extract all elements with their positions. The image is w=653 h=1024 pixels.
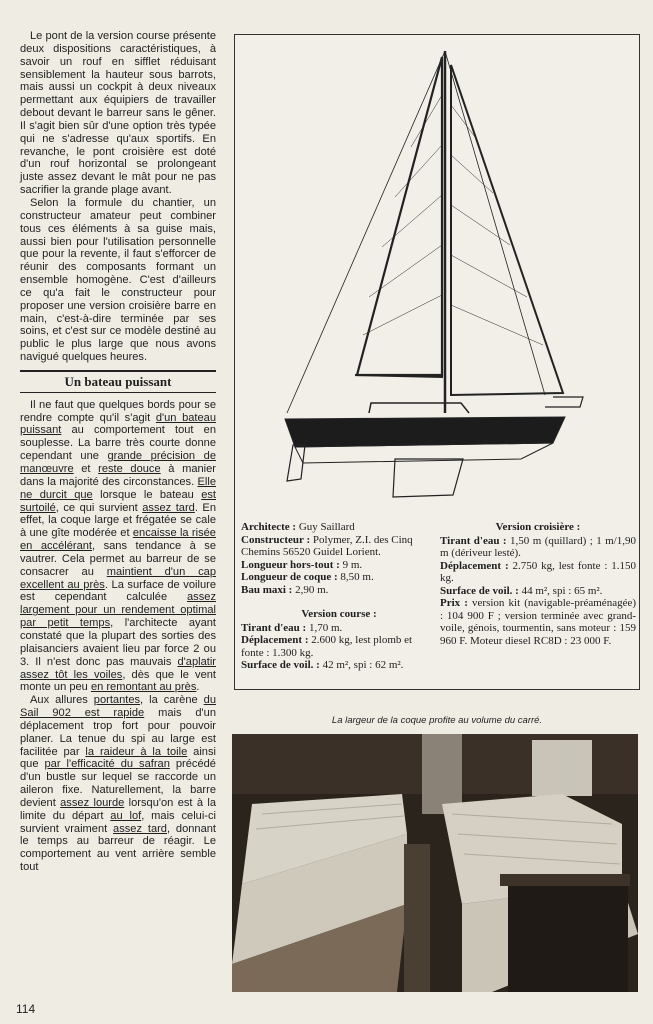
spec-cruising-sail-area-label: Surface de voil. : bbox=[440, 584, 519, 597]
spec-course-draft-label: Tirant d'eau : bbox=[241, 621, 307, 634]
section-heading: Un bateau puissant bbox=[20, 370, 216, 393]
spec-cruising bbox=[440, 521, 636, 647]
spec-hull-length-label: Longueur de coque : bbox=[241, 571, 338, 583]
spec-cruising-displacement-label: Déplacement : bbox=[440, 559, 509, 572]
spec-architect-value: Guy Saillard bbox=[296, 521, 355, 533]
spec-beam-value: 2,90 m. bbox=[292, 583, 329, 596]
spec-course-sail-area-label: Surface de voil. : bbox=[241, 659, 320, 671]
spec-hull-length-value: 8,50 m. bbox=[337, 571, 374, 583]
article-column bbox=[20, 30, 216, 874]
spec-builder-label: Constructeur : bbox=[241, 533, 311, 546]
paragraph-handling: Il ne faut que quelques bords pour se rendre compte qu'il s'agit d'un bateau puissant au comportement tout en souplesse. La barre très courte donne cependant une grande précision de manœuvre et reste douce à manier dans la majorité des circonstances. Elle ne durcit que lorsque le bateau est surtoilé, ce qui survient assez tard. En effet, la coque large et frégatée se cale à une gîte modérée et encaisse la risée en accélérant, sans tendance à se vautrer. Cela permet au barreur de se consacrer au maintient d'un cap excellent au près. La surface de voilure est cependant calculée assez largement pour un rendement optimal par petit temps, l'architecte ayant constaté que la plupart des sorties des plaisanciers avaient lieu par force 2 ou 3. Il n'est donc pas mauvais d'aplatir assez tôt les voiles, dès que le vent monte un peu en remontant au près. bbox=[20, 398, 216, 694]
sail-plan-drawing bbox=[235, 35, 639, 515]
interior-photo bbox=[232, 734, 638, 992]
spec-cruising-sail-area-value: 44 m², spi : 65 m². bbox=[518, 584, 603, 597]
spec-course-displacement-label: Déplacement : bbox=[241, 634, 309, 646]
spec-box bbox=[234, 34, 640, 690]
spec-price-label: Prix : bbox=[440, 597, 468, 609]
paragraph-downwind: Aux allures portantes, la carène du Sail 902 est rapide mais d'un déplacement trop fort pour pouvoir planer. La tenue du spi au large est facilitée par la raideur à la toile ainsi que par l'efficacité du safran précédé d'un bustle sur lequel se raccorde un aileron fixe. Naturellement, la barre devient assez lourde lorsqu'on est à la limite du départ au lof, mais celui-ci survient vraiment assez tard, donnant le temps au barreur de réagir. Le comportement au vent arrière semble tout bbox=[20, 694, 217, 874]
spec-cruising-draft-label: Tirant d'eau : bbox=[440, 534, 507, 547]
spec-cruising-heading: Version croisière : bbox=[495, 521, 581, 533]
spec-price-value: version kit (navigable-préaménagée) : 104 900 F ; version terminée avec grand-voile, génois, tourmentin, sans moteur : 159 960 F. Moteur diesel RC8D : 23 000 F. bbox=[440, 597, 636, 647]
spec-cruising-displacement-value: 2.750 kg, lest fonte : 1.150 kg. bbox=[440, 559, 636, 584]
spec-course-sail-area-value: 42 m², spi : 62 m². bbox=[319, 659, 404, 671]
photo-caption: La largeur de la coque profite au volume du carré. bbox=[331, 715, 543, 726]
spec-loa-value: 9 m. bbox=[339, 558, 363, 571]
spec-general bbox=[241, 521, 437, 672]
spec-builder-value: Polymer, Z.I. des Cinq Chemins 56520 Guidel Lorient. bbox=[241, 533, 413, 558]
paragraph-deck: Le pont de la version course présente deux dispositions caractéristiques, à savoir un rouf en sifflet réduisant sensiblement la hauteur sous barrots, mais aussi un cockpit à deux niveaux permettant aux équipiers de travailler debout devant le barreur sans le gêner. Il s'agit bien sûr d'une option très typée qui ne s'adresse qu'aux sportifs. En revanche, le pont croisière est doté d'un rouf horizontal se prolongeant juste assez devant le mât pour ne pas sacrifier la grande plage avant. bbox=[20, 30, 216, 197]
spec-course-displacement-value: 2.600 kg, lest plomb et fonte : 1.300 kg. bbox=[241, 634, 413, 659]
spec-architect-label: Architecte : bbox=[241, 521, 297, 533]
spec-cruising-draft-value: 1,50 m (quillard) ; 1 m/1,90 m (dériveur lesté). bbox=[440, 534, 636, 559]
paragraph-chantier: Selon la formule du chantier, un constructeur amateur peut combiner tous ces éléments à sa guise mais, aussi bien pour l'utilisation personnelle que pour la revente, il faut s'efforcer de réunir des composants formant un ensemble homogène. C'est d'ailleurs ce qu'a fait le constructeur pour proposer une version croisière barre en main, c'est-à-dire terminée par ses soins, et c'est sur ce modèle destiné au public le plus large que nous avons navigué quelques heures. bbox=[20, 196, 216, 364]
page-number: 114 bbox=[16, 1002, 36, 1016]
spec-course-heading: Version course : bbox=[301, 608, 377, 620]
spec-course-draft-value: 1,70 m. bbox=[306, 621, 343, 634]
spec-loa-label: Longueur hors-tout : bbox=[241, 558, 340, 571]
spec-beam-label: Bau maxi : bbox=[241, 583, 293, 596]
